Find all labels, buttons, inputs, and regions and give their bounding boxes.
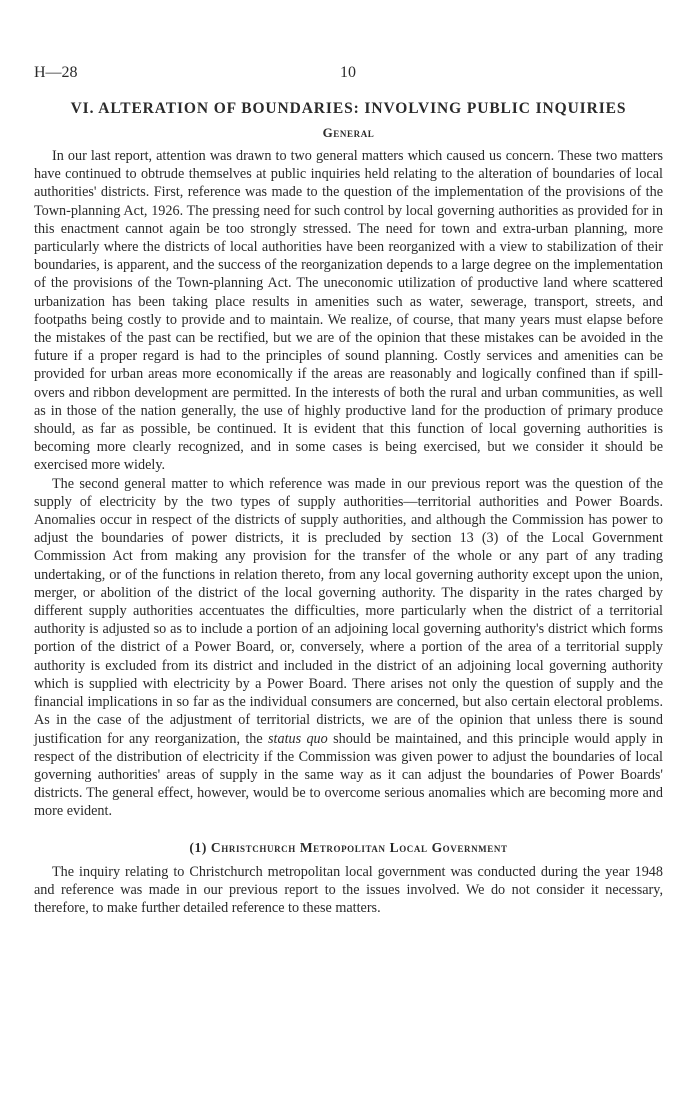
section-heading: VI. ALTERATION OF BOUNDARIES: INVOLVING PUBLIC INQUIRIES bbox=[70, 100, 627, 117]
document-reference: H—28 bbox=[34, 64, 78, 81]
paragraph-text: The second general matter to which reference was made in our previous report was the question of the supply of electricity by the two types of supply authorities—territorial authorities and Power Boards. Anomalies occur in respect of the districts of supply authorities, and although the Commission has power to adjust the boundaries of power districts, it is precluded by section 13 (3) of the Local Government Commission Act from making any provision for the transfer of the whole or any part of any trading undertaking, or of the functions in relation thereto, from any local governing authority except upon the union, merger, or abolition of the district of the local governing authority. The disparity in the rates charged by different supply authorities accentuates the difficulties, more particularly when the district of a territorial authority is adjusted so as to include a portion of an adjoining local governing authority's district which forms portion of the district of a Power Board, or, conversely, where a portion of the area of a territorial supply authority is excluded from its district and included in the district of an adjoining local governing authority which is supplied with electricity by a Power Board. There arises not only the question of supply and the financial implications in so far as the individual consumers are concerned, but also certain electoral problems. As in the case of the adjustment of territorial districts, we are of the opinion that unless there is sound justification for any reorganization, the bbox=[34, 475, 663, 747]
page-number: 10 bbox=[340, 64, 356, 81]
subsection-heading: (1) Christchurch Metropolitan Local Government bbox=[189, 839, 508, 855]
paragraph-general-1: In our last report, attention was drawn to two general matters which caused us concern. These two matters have continued to obtrude themselves at public inquiries held relating to the alteration of boundaries of local authorities' districts. First, reference was made to the question of the implementation of the provisions of the Town-planning Act, 1926. The pressing need for such control by local governing authorities as provided for in this enactment cannot again be too strongly stressed. The need for town and extra-urban planning, more particularly where the districts of local authorities have been reorganized with a view to stabilization of their boundaries, is apparent, and the success of the reorganization depends to a large degree on the implementation of the provisions of the Town-planning Act. The uneconomic utilization of productive land where scattered urbanization has been taking place results in amenities such as water, sewerage, transport, streets, and footpaths being costly to provide and to maintain. We realize, of course, that many years must elapse before the mistakes of the past can be rectified, but we are of the opinion that these mistakes can be avoided in the future if a proper regard is had to the principles of sound planning. Costly services and amenities can be provided for urban areas more economically if the areas are reasonably and logically confined than if spill-overs and ribbon development are permitted. In the interests of both the rural and urban communities, as well as in those of the nation generally, the use of highly productive land for the production of primary produce should, as far as possible, be continued. It is evident that this function of local governing authorities is becoming more clearly recognized, and in some cases is being exercised, but we consider it should be exercised more widely. bbox=[34, 148, 663, 474]
italic-term: status quo bbox=[268, 730, 328, 747]
paragraph-general-2 bbox=[34, 475, 663, 821]
paragraph-text: should be maintained, and this principle would apply in respect of the distribution of electricity if the Commission was given power to adjust the boundaries of local governing authorities' areas of supply in the same way as it can adjust the boundaries of Power Boards' districts. The general effect, however, would be to overcome serious anomalies which are becoming more and more evident. bbox=[34, 730, 663, 820]
paragraph-christchurch: The inquiry relating to Christchurch metropolitan local government was conducted during the year 1948 and reference was made in our previous report to the issues involved. We do not consider it necessary, therefore, to make further detailed reference to these matters. bbox=[34, 863, 663, 916]
section-subheading: General bbox=[322, 125, 375, 140]
running-head bbox=[34, 64, 663, 86]
